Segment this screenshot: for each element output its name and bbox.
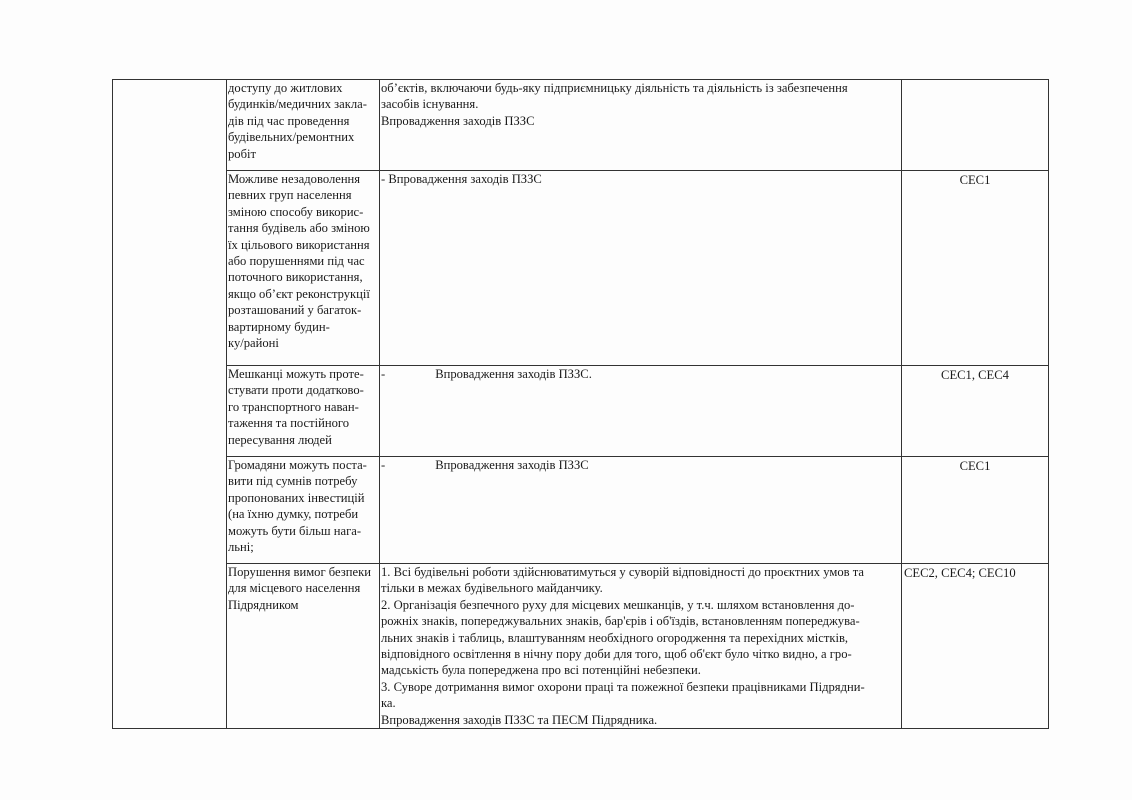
measure-text: 1. Всі будівельні роботи здійснюватимуться у суворій відповідності до проєктних умов та [381,565,864,579]
measures-cell [380,80,902,171]
impact-text: або порушеннями під час [228,254,365,269]
measure-dash: - [381,458,386,472]
impact-text: зміною способу викорис- [228,204,364,219]
impact-text: поточного використання, [228,270,363,285]
impact-text: стувати проти додатково- [228,383,364,398]
impact-text: Можливе незадоволення [228,172,361,186]
measure-text: мадськість була попереджена про всі потенційні небезпеки. [381,663,701,678]
impact-text: пропонованих інвестицій [228,490,365,505]
impact-cell [227,80,380,171]
impact-text: пересування людей [228,432,332,447]
impact-text: таження та постійного [228,416,350,431]
measure-text: засобів існування. [381,97,479,112]
impact-text: Порушення вимог безпеки [228,565,371,579]
table-row [113,457,1049,564]
impact-text: Підрядником [228,597,299,612]
measure-text: ка. [381,696,396,711]
reference-code: CEC2, CEC4; CEC10 [904,566,1016,580]
impact-cell [227,457,380,564]
impact-text: їх цільового використання [228,237,370,252]
reference-code: CEC1 [959,173,991,187]
impact-text: ку/районі [228,336,279,351]
measure-text: відповідного освітлення в нічну пору доби для того, щоб об'єкт було чітко видно, а гро- [381,647,852,662]
table-row [113,80,1049,171]
reference-code-cell [902,564,1049,729]
table-row [113,171,1049,366]
table-row [113,366,1049,457]
impact-text: можуть бути більш нага- [228,523,362,538]
measure-text: об’єктів, включаючи будь-яку підприємницьку діяльність та діяльність із забезпечення [381,81,848,95]
impact-text: го транспортного наван- [228,399,359,414]
reference-code-cell [902,80,1049,171]
impact-text: Громадяни можуть поста- [228,458,367,472]
reference-code-cell [902,366,1049,457]
measures-cell [380,457,902,564]
impact-text: тання будівель або зміною [228,221,370,236]
impact-text: дів під час проведення [228,113,350,128]
table-row [113,564,1049,729]
measure-text: рожніх знаків, попереджувальних знаків, бар'єрів і об'їздів, встановленням попереджува- [381,614,860,629]
measure-text: льних знаків і таблиць, влаштуванням необхідного огородження та перехідних містків, [381,630,849,645]
reference-code-cell [902,457,1049,564]
impact-text: певних груп населення [228,188,352,203]
measure-label: Впровадження заходів ПЗЗС [435,458,589,472]
measure-text: Впровадження заходів ПЗЗС та ПЕСМ Підрядника. [381,712,658,727]
impact-text: (на їхню думку, потреби [228,507,359,522]
measure-text: - Впровадження заходів ПЗЗС [381,172,542,186]
impact-text: будівельних/ремонтних [228,130,355,145]
measures-cell [380,564,902,729]
impact-text: вартирному будин- [228,319,330,334]
measures-cell [380,171,902,366]
reference-code: CEC1, CEC4 [941,368,1009,382]
impact-cell [227,366,380,457]
blank-left-cell [113,80,227,729]
measure-text: 3. Суворе дотримання вимог охорони праці та пожежної безпеки працівниками Підрядни- [381,679,865,694]
impact-text: розташований у багаток- [228,303,362,318]
impact-text: вити під сумнів потребу [228,474,358,489]
measure-text [381,457,900,473]
impact-text: для місцевого населення [228,581,361,596]
measure-dash: - [381,367,386,381]
impacts-measures-table [112,79,1049,729]
reference-code-cell [902,171,1049,366]
impact-text: Мешканці можуть проте- [228,367,364,381]
impact-text: якщо об’єкт реконструкції [228,286,370,301]
measure-text: 2. Організація безпечного руху для місцевих мешканців, у т.ч. шляхом встановлення до- [381,597,855,612]
impact-text: льні; [228,540,254,555]
measures-cell [380,366,902,457]
reference-code: CEC1 [959,459,991,473]
impact-text: будинків/медичних закла- [228,97,367,112]
measure-text: тільки в межах будівельного майданчику. [381,581,603,596]
measure-text: Впровадження заходів ПЗЗС [381,113,535,128]
impact-cell [227,564,380,729]
impact-cell [227,171,380,366]
measure-label: Впровадження заходів ПЗЗС. [435,367,592,381]
impact-text: доступу до житлових [228,81,343,95]
measure-text [381,366,900,382]
impact-text: робіт [228,146,257,161]
